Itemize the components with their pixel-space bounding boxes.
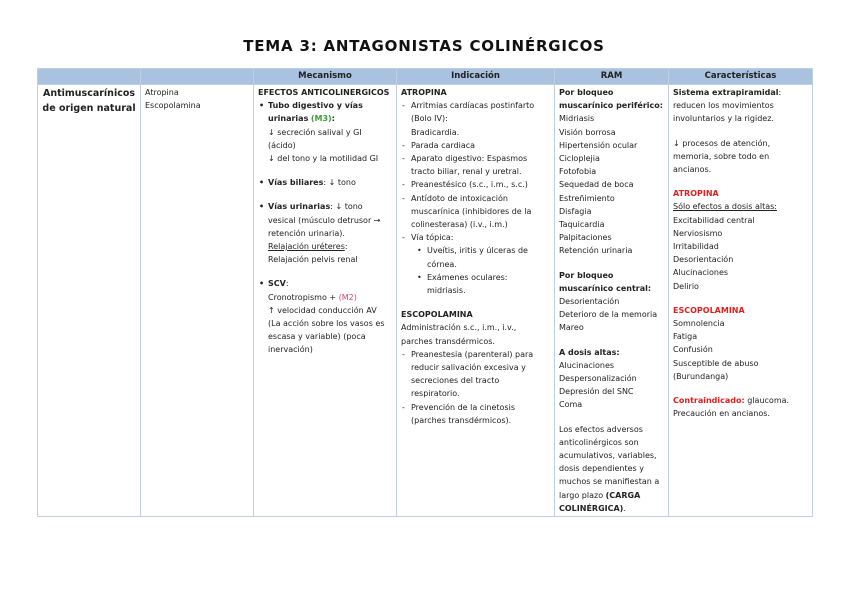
list-item: Coma — [559, 400, 583, 410]
ram-central-label: muscarínico central: — [559, 283, 652, 293]
text-line: - Preanestésico (s.c., i.m., s.c.) — [411, 180, 528, 190]
text-line: memoria, sobre todo en — [673, 151, 770, 161]
list-item: Alucinaciones — [559, 360, 615, 370]
text-line: (ácido) — [268, 140, 296, 150]
list-item: Somnolencia — [673, 319, 725, 329]
list-item — [401, 139, 550, 152]
list-item: Excitabilidad central — [673, 215, 755, 225]
list-item: Deterioro de la memoria — [559, 310, 658, 320]
drug-group-label: Antimuscarínicos de origen natural — [38, 85, 141, 517]
text-line: involuntarios y la rigidez. — [673, 114, 774, 124]
list-item: Susceptible de abuso — [673, 358, 759, 368]
text-line: córnea. — [427, 259, 457, 269]
atropina-subheading: Sólo efectos a dosis altas: — [673, 202, 777, 212]
contraindicado-text: glaucoma. — [744, 396, 790, 406]
text-line: retención urinaria). — [268, 228, 345, 238]
list-item: • Tubo digestivo y vías urinarias (M3): ↓ secreción salival y GI (ácido) ↓ del tono y la motilidad GI — [258, 99, 392, 165]
escopolamina-heading: ESCOPOLAMINA — [401, 310, 473, 320]
list-item: Visión borrosa — [559, 127, 616, 137]
header-ram: RAM — [555, 69, 669, 85]
list-item: (Burundanga) — [673, 371, 729, 381]
header-empty-1 — [38, 69, 141, 85]
header-indicacion: Indicación — [397, 69, 555, 85]
tubo-label: Tubo digestivo y vías urinarias — [268, 101, 363, 124]
text-line: inervación) — [268, 345, 313, 355]
text-line: midriasis. — [427, 286, 466, 296]
list-item: • Vías urinarias: ↓ tono vesical (músculo detrusor → retención urinaria). Relajación uréteres: Relajación pelvis renal — [258, 200, 392, 266]
header-empty-2 — [141, 69, 254, 85]
list-item — [401, 178, 550, 191]
text-line: - Prevención de la cinetosis — [411, 402, 515, 412]
text-line: escasa y variable) (poca — [268, 332, 366, 342]
list-item: Estreñimiento — [559, 193, 615, 203]
text-line: - Arritmias cardíacas postinfarto — [411, 101, 535, 111]
header-row — [38, 69, 813, 85]
escopolamina-heading: ESCOPOLAMINA — [673, 305, 745, 315]
text-line: Relajación pelvis renal — [268, 255, 358, 265]
drug-list-cell — [141, 85, 254, 517]
list-item — [401, 348, 550, 401]
ram-central-label: Por bloqueo — [559, 270, 614, 280]
drug-name: Escopolamina — [145, 101, 201, 111]
text-line: vesical (músculo detrusor → — [268, 215, 381, 225]
text-line: ↓ procesos de atención, — [673, 138, 771, 148]
text-line: (Bolo IV): — [411, 114, 448, 124]
ram-periferico-label: Por bloqueo — [559, 88, 614, 97]
list-item: Hipertensión ocular — [559, 140, 638, 150]
ram-note-line: muchos se manifiestan a — [559, 477, 660, 487]
ram-note-line: Los efectos adversos — [559, 424, 643, 434]
list-item: • SCV: Cronotropismo + (M2) ↑ velocidad conducción AV (La acción sobre los vasos es escasa y variable) (poca inervación) — [258, 277, 392, 356]
ram-altas-label: A dosis altas: — [559, 347, 620, 357]
indicacion-cell — [397, 85, 555, 517]
header-caracteristicas: Características — [669, 69, 813, 85]
list-item: Alucinaciones — [673, 268, 729, 278]
text-line: (La acción sobre los vasos es — [268, 319, 385, 329]
list-item — [401, 244, 550, 270]
text-line: colinesterasa) (i.v., i.m.) — [411, 220, 508, 230]
list-item: Palpitaciones — [559, 233, 612, 243]
list-item — [401, 152, 550, 178]
list-item: Disfagia — [559, 206, 592, 216]
list-item: Nerviosismo — [673, 228, 723, 238]
ram-cell — [555, 85, 669, 517]
atropina-heading: ATROPINA — [673, 189, 719, 199]
text-line: secreciones del tracto — [411, 376, 500, 386]
contraindicado-label: Contraindicado: — [673, 396, 745, 406]
atropina-heading: ATROPINA — [401, 88, 447, 97]
text-line: (parches transdérmicos). — [411, 415, 512, 425]
text-line: muscarínica (inhibidores de la — [411, 206, 532, 216]
precaucion-text: Precaución en ancianos. — [673, 409, 770, 419]
mecanismo-cell — [254, 85, 397, 517]
text-line: tracto biliar, renal y uretral. — [411, 167, 522, 177]
text-line: - Vía tópica: — [411, 233, 454, 243]
text-line: • Uveítis, iritis y úlceras de — [427, 246, 528, 256]
biliares-text: : ↓ tono — [323, 178, 356, 188]
text-line: Bradicardia. — [411, 127, 460, 137]
text-line: respiratorio. — [411, 389, 460, 399]
list-item: Retención urinaria — [559, 246, 633, 256]
urinarias-label: Vías urinarias — [268, 202, 331, 212]
page-title: TEMA 3: ANTAGONISTAS COLINÉRGICOS — [243, 37, 605, 55]
list-item: Taquicardia — [559, 220, 605, 230]
list-item: Depresión del SNC — [559, 387, 634, 397]
ureteres-label: Relajación uréteres — [268, 242, 345, 252]
receptor-tag: (M3) — [310, 114, 332, 124]
text-line: - Aparato digestivo: Espasmos — [411, 154, 528, 164]
list-item: Fatiga — [673, 332, 698, 342]
mecanismo-heading: EFECTOS ANTICOLINERGICOS — [258, 88, 390, 97]
text-line: parches transdérmicos. — [401, 336, 495, 346]
list-item: Confusión — [673, 345, 713, 355]
text-line: : reducen los movimientos — [673, 88, 782, 111]
list-item — [401, 271, 550, 297]
list-item: Fotofobia — [559, 167, 597, 177]
text-line: - Antídoto de intoxicación — [411, 193, 508, 203]
text-line: • Exámenes oculares: — [427, 272, 508, 282]
text-line: - Preanestesia (parenteral) para — [411, 349, 534, 359]
text-line: ancianos. — [673, 165, 712, 175]
list-item — [401, 401, 550, 427]
receptor-tag: (M2) — [338, 292, 357, 302]
list-item: Despersonalización — [559, 374, 637, 384]
ram-note-line: acumulativos, variables, — [559, 451, 657, 461]
content-table — [37, 68, 813, 517]
biliares-label: Vías biliares — [268, 178, 324, 188]
carga-colinergica-label: (CARGA COLINÉRGICA) — [559, 490, 641, 513]
text-line: - Parada cardiaca — [411, 140, 476, 150]
list-item: Desorientación — [673, 255, 734, 265]
list-item — [401, 99, 550, 139]
text-line: ↓ del tono y la motilidad GI — [268, 154, 379, 164]
ram-note-end: . — [623, 503, 626, 513]
ram-note-line: largo plazo — [559, 490, 604, 500]
extrapiramidal-label: Sistema extrapiramidal — [673, 88, 779, 97]
list-item: Cicloplejia — [559, 154, 600, 164]
ram-periferico-label: muscarínico periférico: — [559, 101, 663, 111]
list-item: Sequedad de boca — [559, 180, 634, 190]
text-line: ↑ velocidad conducción AV — [268, 305, 377, 315]
scv-label: SCV — [268, 279, 286, 289]
drug-name: Atropina — [145, 88, 179, 97]
ram-note-line: dosis dependientes y — [559, 464, 644, 474]
ram-note-line: anticolinérgicos son — [559, 437, 639, 447]
list-item: Irritabilidad — [673, 242, 719, 252]
text-line: ↓ secreción salival y GI — [268, 127, 362, 137]
list-item: Desorientación — [559, 297, 620, 307]
text-line: reducir salivación excesiva y — [411, 363, 526, 373]
list-item — [258, 176, 392, 189]
list-item: Mareo — [559, 323, 584, 333]
text-line: Administración s.c., i.m., i.v., — [401, 323, 517, 333]
list-item: Delirio — [673, 281, 699, 291]
list-item — [401, 231, 550, 244]
caracteristicas-cell — [669, 85, 813, 517]
header-mecanismo: Mecanismo — [254, 69, 397, 85]
list-item: Midriasis — [559, 114, 595, 124]
table-row — [38, 85, 813, 517]
urinarias-text: : ↓ tono — [330, 202, 363, 212]
text-line: Cronotropismo + — [268, 292, 337, 302]
list-item — [401, 192, 550, 232]
